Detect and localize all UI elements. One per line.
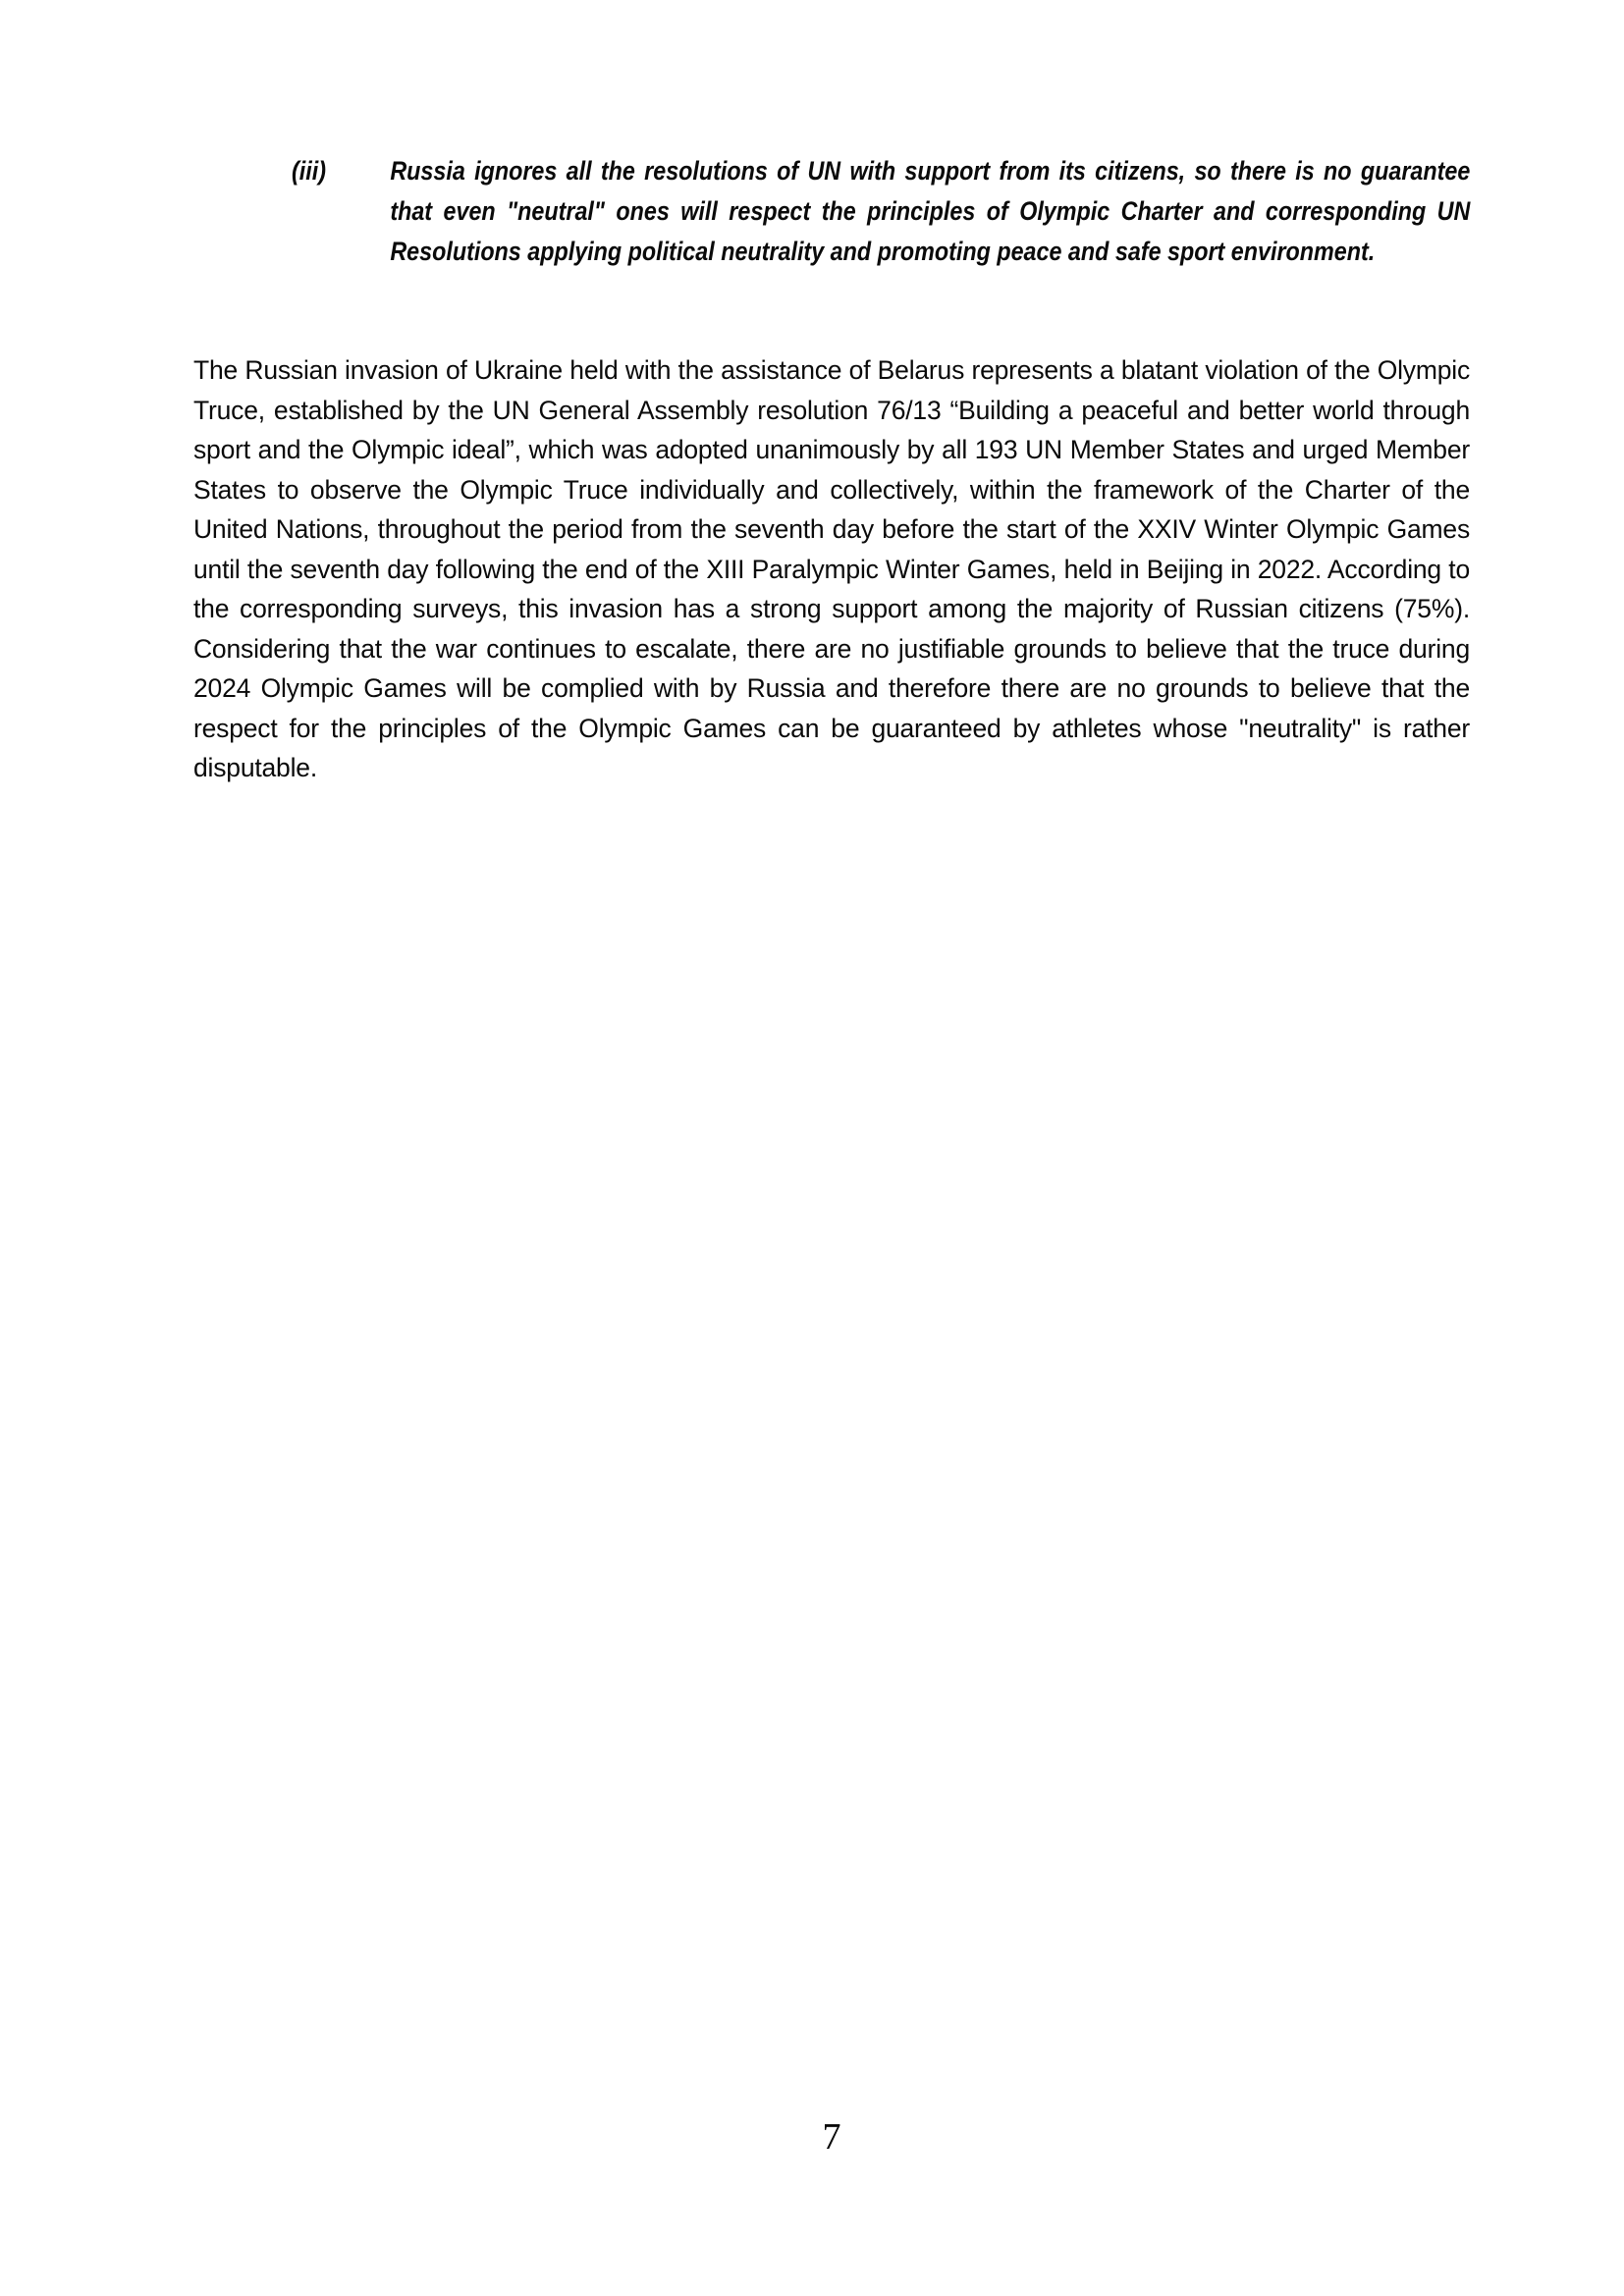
clause-text: Russia ignores all the resolutions of UN with support from its citizens, so there is no guarantee that even "neutral" ones will respect the principles of Olympic Charter and corresponding UN Resolutions applying political neutrality and promoting peace and safe sport environment. bbox=[390, 156, 1471, 266]
clause-item-iii bbox=[292, 151, 1470, 272]
page-number: 7 bbox=[822, 2116, 841, 2158]
body-paragraph: The Russian invasion of Ukraine held with the assistance of Belarus represents a blatant violation of the Olympic Truce, established by the UN General Assembly resolution 76/13 “Building a peaceful and better world through sport and the Olympic ideal”, which was adopted unanimously by all 193 UN Member States and urged Member States to observe the Olympic Truce individually and collectively, within the framework of the Charter of the United Nations, throughout the period from the seventh day before the start of the XXIV Winter Olympic Games until the seventh day following the end of the XIII Paralympic Winter Games, held in Beijing in 2022. According to the corresponding surveys, this invasion has a strong support among the majority of Russian citizens (75%). Considering that the war continues to escalate, there are no justifiable grounds to believe that the truce during 2024 Olympic Games will be complied with by Russia and therefore there are no grounds to believe that the respect for the principles of the Olympic Games can be guaranteed by athletes whose "neutrality" is rather disputable. bbox=[193, 355, 1470, 782]
clause-label: (iii) bbox=[292, 156, 326, 186]
